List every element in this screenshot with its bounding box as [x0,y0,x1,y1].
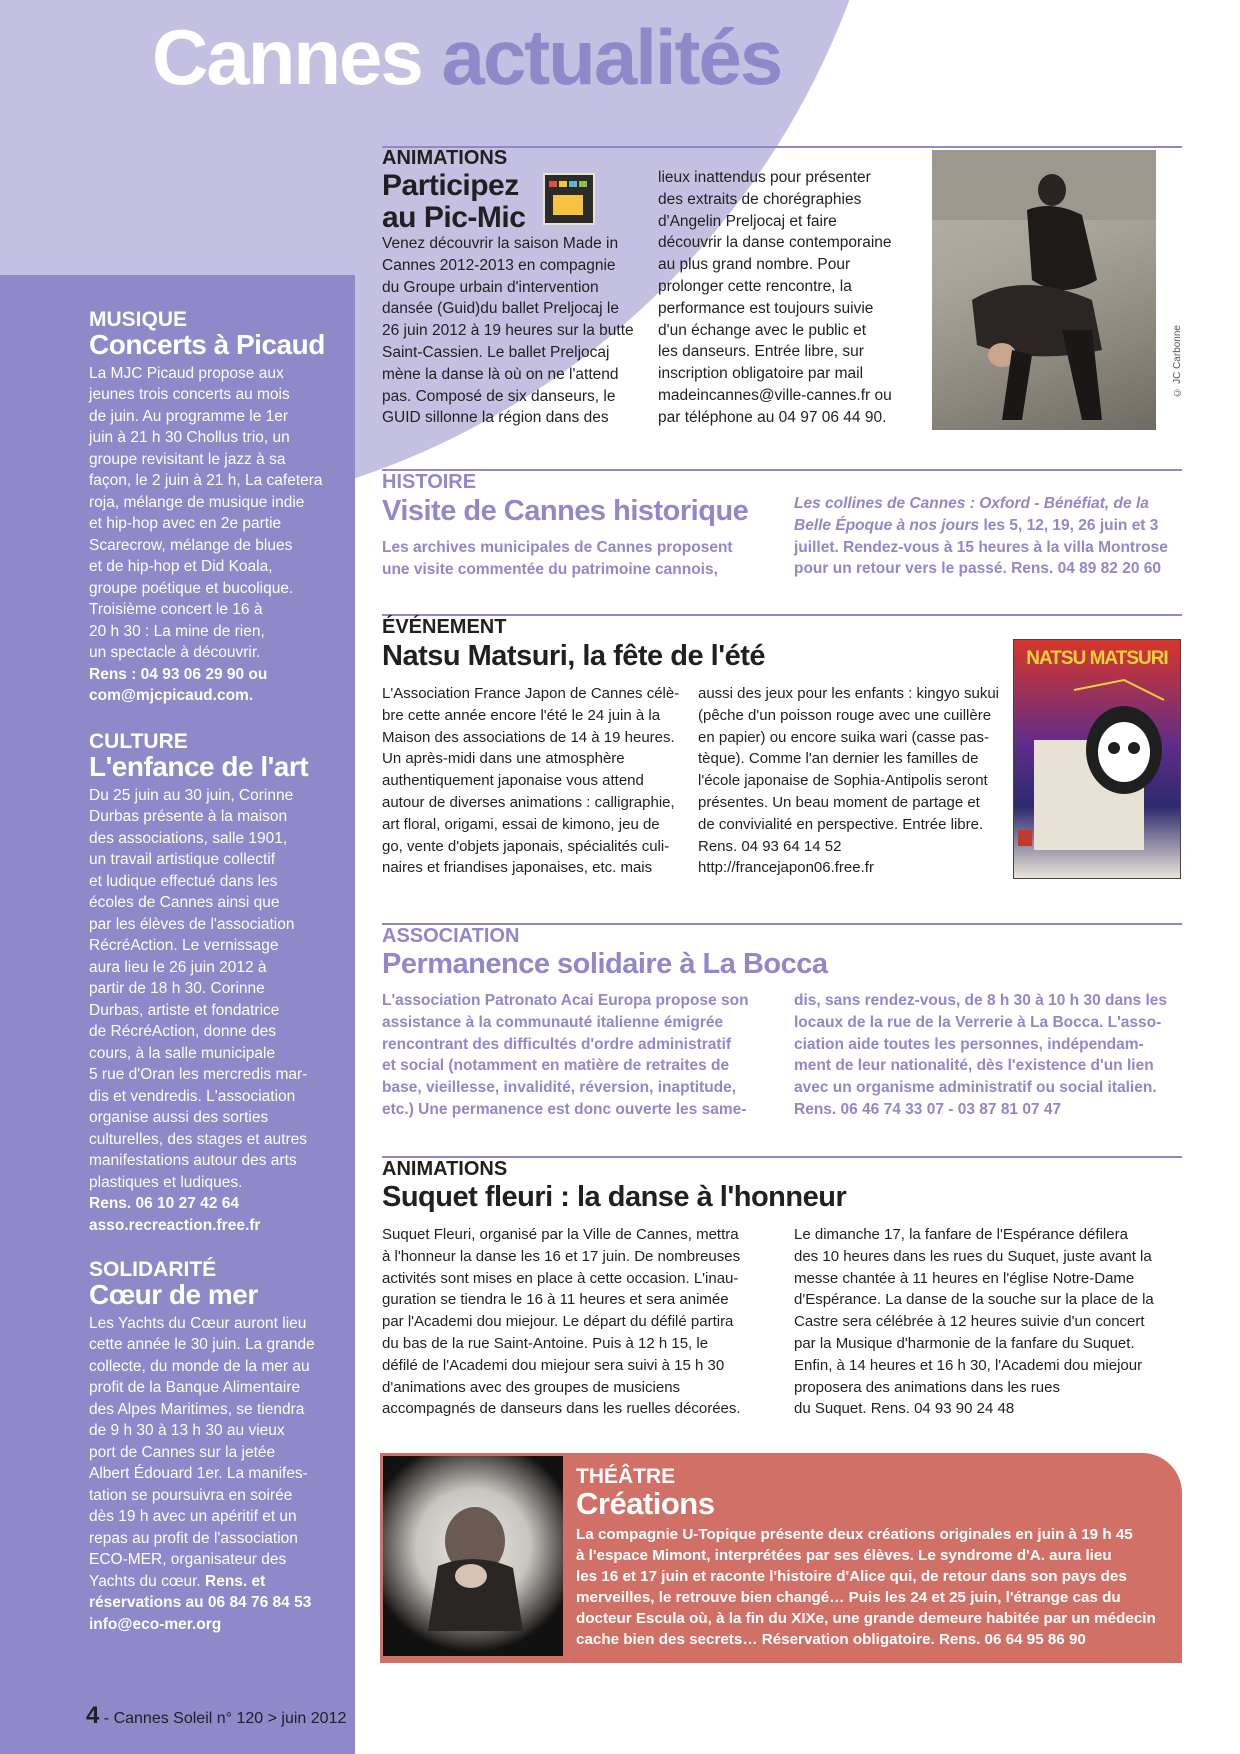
title-word-actualites: actualités [441,13,782,101]
page-number: 4 [86,1702,100,1729]
page-title [152,13,782,101]
suquet-text-col2: Le dimanche 17, la fanfare de l'Espérance défilera des 10 heures dans les rues du Suquet, juste avant la messe chantée à 11 heures en l'église Notre-Dame d'Espérance. La danse de la souche sur la place de la Castre sera célébrée à 12 heures suivie d'un concert par la Musique d'harmonie de la fanfare du Suquet. Enfin, à 14 heures et 16 h 30, l'Academi dou miejour proposera des animations dans les rues du Suquet. Rens. 04 93 90 24 48 [794,1226,1154,1418]
bocca-text-col1: L'association Patronato Acai Europa propose son assistance à la communauté italienne émigrée rencontrant des difficultés d'ordre administratif et social (notamment en matière de retraites de base, vieillesse, invalidité, réversion, inaptitude, etc.) Une permanence est donc ouverte les same- [382,992,749,1118]
natsu-text-col1: L'Association France Japon de Cannes célè- bre cette année encore l'été le 24 juin à la Maison des associations de 14 à 19 heures. Un après-midi dans une atmosphère authentiquement japonaise vous attend autour de diverses animations : calligraphie, art floral, origami, essai de kimono, jeu de go, vente d'objets japonais, spécialités culi- naires et friandises japonaises, etc. mais [382,685,680,877]
histoire-category: HISTOIRE [382,471,477,493]
natsu-matsuri-poster [1013,639,1181,879]
solidarite-category: SOLIDARITÉ [89,1258,217,1281]
bocca-headline: Permanence solidaire à La Bocca [382,948,828,980]
histoire-text-col2: Les collines de Cannes : Oxford - Bénéfiat, de la Belle Époque à nos jours les 5, 12, 19, 26 juin et 3 juillet. Rendez-vous à 15 heures à la villa Montrose pour un retour vers le passé. Rens. 04 89 82 20 60 [794,495,1168,578]
natsu-headline: Natsu Matsuri, la fête de l'été [382,640,766,672]
natsu-text-col2: aussi des jeux pour les enfants : kingyo sukui (pêche d'un poisson rouge avec une cuillère en papier) ou encore suika wari (casse pas- tèque). Comme l'an dernier les familles de l'école japonaise de Sophia-Antipolis seront présentes. Un beau moment de partage et de convivialité en perspective. Entrée libre. Rens. 04 93 64 14 52 http://francejapon06.free.fr [698,685,1000,877]
histoire-text-col1: Les archives municipales de Cannes proposent une visite commentée du patrimoine cannois, [382,539,733,578]
made-in-cannes-logo [543,173,595,225]
suquet-category: ANIMATIONS [382,1158,508,1180]
musique-body: La MJC Picaud propose aux jeunes trois concerts au mois de juin. Au programme le 1er juin à 21 h 30 Chollus trio, un groupe revisitant le jazz à sa façon, le 2 juin à 21 h, La cafetera roja, mélange de musique indie et hip-hop avec en 2e partie Scarecrow, mélange de blues et de hip-hop et Did Koala, groupe poétique et bucolique. Troisième concert le 16 à 20 h 30 : La mine de rien, un spectacle à découvrir. Rens : 04 93 06 29 90 ou com@mjcpicaud.com. [89,364,323,705]
picmic-headline: Participez au Pic-Mic [382,169,526,234]
page-footer [86,1702,346,1730]
solidarite-headline: Cœur de mer [89,1279,258,1310]
sidebar-solidarite [89,1259,339,1635]
histoire-headline: Visite de Cannes historique [382,495,749,527]
theatre-headline: Créations [576,1486,715,1521]
divider [382,469,1182,471]
sidebar-musique [89,309,339,707]
theatre-text: La compagnie U-Topique présente deux créations originales en juin à 19 h 45 à l'espace Mimont, interprétées par ses élèves. Le syndrome d'A. aura lieu les 16 et 17 juin et raconte l'histoire d'Alice qui, de retour dans son pays des merveilles, le retrouve bien changé… Puis les 24 et 25 juin, l'étrange cas du docteur Escula où, à la fin du XIXe, une grande demeure habitée par un médecin cache bien des secrets… Réservation obligatoire. Rens. 06 64 95 86 90 [576,1526,1156,1648]
picmic-text-col2: lieux inattendus pour présenter des extraits de chorégraphies d'Angelin Preljocaj et faire découvrir la danse contemporaine au plus grand nombre. Pour prolonger cette rencontre, la performance est toujours suivie d'un échange avec le public et les danseurs. Entrée libre, sur inscription obligatoire par mail madeincannes@ville-cannes.fr ou par téléphone au 04 97 06 44 90. [658,169,892,426]
solidarite-body: Les Yachts du Cœur auront lieu cette année le 30 juin. La grande collecte, du monde de la mer au profit de la Banque Alimentaire des Alpes Maritimes, se tiendra de 9 h 30 à 13 h 30 au vieux port de Cannes sur la jetée Albert Édouard 1er. La manifes- tation se poursuivra en soirée dès 19 h avec un apéritif et un repas au profit de l'association ECO-MER, organisateur des Yachts du cœur. Rens. et réservations au 06 84 76 84 53 info@eco-mer.org [89,1314,315,1633]
theatre-photo [383,1456,563,1656]
picmic-category: ANIMATIONS [382,147,508,169]
theatre-category: THÉÂTRE [576,1465,676,1488]
musique-category: MUSIQUE [89,308,188,331]
culture-category: CULTURE [89,730,188,753]
sidebar-culture [89,731,339,1236]
footer-text: - Cannes Soleil n° 120 > juin 2012 [99,1710,347,1727]
title-word-cannes: Cannes [152,13,422,101]
culture-headline: L'enfance de l'art [89,751,309,782]
suquet-text-col1: Suquet Fleuri, organisé par la Ville de Cannes, mettra à l'honneur la danse les 16 et 17 juin. De nombreuses activités sont mises en place à cette occasion. L'inau- guration se tiendra le 16 à 11 heures et sera animée par l'Academi dou miejour. Le départ du défilé partira du bas de la rue Saint-Antoine. Puis à 12 h 15, le défilé de l'Academi dou miejour sera suivi à 15 h 30 d'animations avec des groupes de musiciens accompagnés de danseurs dans les ruelles décorées. [382,1226,741,1418]
picmic-text-col1: Venez découvrir la saison Made in Cannes 2012-2013 en compagnie du Groupe urbain d'intervention dansée (Guid)du ballet Preljocaj le 26 juin 2012 à 19 heures sur la butte Saint-Cassien. Le ballet Preljocaj mène la danse là où on ne l'attend pas. Composé de six danseurs, le GUID sillonne la région dans des [382,235,634,427]
musique-headline: Concerts à Picaud [89,329,325,360]
dance-photo [932,150,1156,430]
poster-title: NATSU MATSURI [1026,648,1168,669]
bocca-text-col2: dis, sans rendez-vous, de 8 h 30 à 10 h 30 dans les locaux de la rue de la Verrerie à La Bocca. L'asso- ciation aide toutes les personnes, indépendam- ment de leur nationalité, dès l'existence d'un lien avec un organisme administratif ou social italien. Rens. 06 46 74 33 07 - 03 87 81 07 47 [794,992,1168,1118]
natsu-category: ÉVÉNEMENT [382,616,507,638]
photo-credit: © JC Carbonne [1172,325,1183,398]
culture-body: Du 25 juin au 30 juin, Corinne Durbas présente à la maison des associations, salle 1901, un travail artistique collectif et ludique effectué dans les écoles de Cannes ainsi que par les élèves de l'association RécréAction. Le vernissage aura lieu le 26 juin 2012 à partir de 18 h 30. Corinne Durbas, artiste et fondatrice de RécréAction, donne des cours, à la salle municipale 5 rue d'Oran les mercredis mar- dis et vendredis. L'association organise aussi des sorties culturelles, des stages et autres manifestations autour des arts plastiques et ludiques. Rens. 06 10 27 42 64 asso.recreaction.free.fr [89,786,308,1234]
bocca-category: ASSOCIATION [382,925,520,947]
suquet-headline: Suquet fleuri : la danse à l'honneur [382,1181,847,1213]
